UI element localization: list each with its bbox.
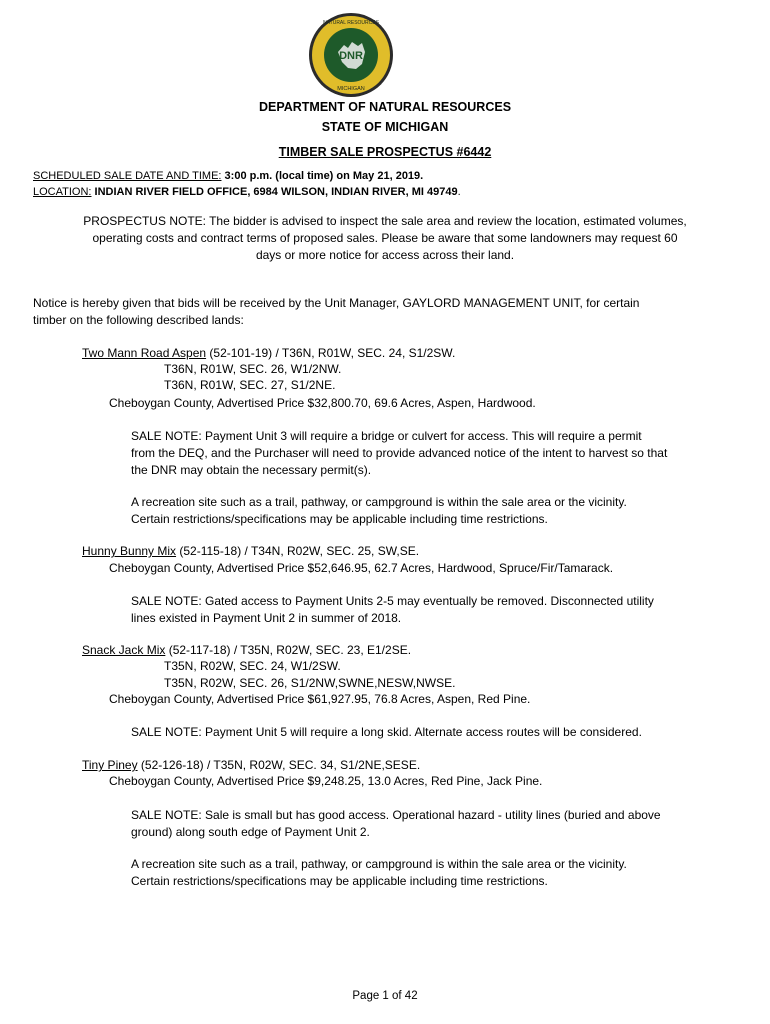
sale-note-line: SALE NOTE: Sale is small but has good access. Operational hazard - utility lines (buried and above xyxy=(131,808,661,822)
sale-name: Two Mann Road Aspen xyxy=(82,346,207,360)
sale-extra-section: T36N, R01W, SEC. 27, S1/2NE. xyxy=(164,378,336,392)
recreation-note xyxy=(131,856,627,890)
schedule-line xyxy=(33,170,423,182)
sale-note-line: SALE NOTE: Gated access to Payment Units 2-5 may eventually be removed. Disconnected utility xyxy=(131,594,654,608)
sale-note-line: lines existed in Payment Unit 2 in summer of 2018. xyxy=(131,611,402,625)
location-value: INDIAN RIVER FIELD OFFICE, 6984 WILSON, INDIAN RIVER, MI 49749 xyxy=(91,186,458,198)
prospectus-title xyxy=(0,145,770,159)
sale-note xyxy=(131,428,667,479)
sale-county-price: Cheboygan County, Advertised Price $52,646.95, 62.7 Acres, Hardwood, Spruce/Fir/Tamarack. xyxy=(109,561,614,575)
sale-entry xyxy=(82,642,411,659)
page-number: Page 1 of 42 xyxy=(352,990,418,1002)
sale-note-line: Certain restrictions/specifications may be applicable including time restrictions. xyxy=(131,874,548,888)
sale-note xyxy=(131,807,661,841)
state-heading: STATE OF MICHIGAN xyxy=(321,120,449,134)
prospectus-title-text: TIMBER SALE PROSPECTUS #6442 xyxy=(278,145,492,159)
recreation-note xyxy=(131,494,627,528)
sale-note xyxy=(131,724,642,741)
sale-note-line: from the DEQ, and the Purchaser will need to provide advanced notice of the intent to harvest so that xyxy=(131,446,668,460)
location-label: LOCATION: xyxy=(33,186,92,198)
schedule-label: SCHEDULED SALE DATE AND TIME: xyxy=(33,170,222,182)
sale-county-price: Cheboygan County, Advertised Price $9,248.25, 13.0 Acres, Red Pine, Jack Pine. xyxy=(109,774,543,788)
sale-note xyxy=(131,593,654,627)
notice-paragraph xyxy=(33,295,639,329)
sale-note-line: ground) along south edge of Payment Unit 2. xyxy=(131,825,370,839)
sale-legal-description: (52-117-18) / T35N, R02W, SEC. 23, E1/2SE. xyxy=(165,643,412,657)
prospectus-note-line-3: days or more notice for access across their land. xyxy=(255,248,515,262)
dnr-seal-logo xyxy=(308,12,394,98)
notice-line-2: timber on the following described lands: xyxy=(33,313,244,327)
sale-entry xyxy=(82,543,419,560)
sale-county-price: Cheboygan County, Advertised Price $32,800.70, 69.6 Acres, Aspen, Hardwood. xyxy=(109,396,536,410)
prospectus-note-line-1: PROSPECTUS NOTE: The bidder is advised to inspect the sale area and review the location, estimated volumes, xyxy=(83,214,687,228)
department-heading: DEPARTMENT OF NATURAL RESOURCES xyxy=(258,100,512,114)
prospectus-note xyxy=(40,213,730,264)
sale-legal-description: (52-101-19) / T36N, R01W, SEC. 24, S1/2SW. xyxy=(206,346,456,360)
sale-extra-section: T35N, R02W, SEC. 24, W1/2SW. xyxy=(164,659,341,673)
sale-extra-section: T35N, R02W, SEC. 26, S1/2NW,SWNE,NESW,NWSE. xyxy=(164,676,456,690)
sale-entry xyxy=(82,757,420,774)
sale-legal-description: (52-126-18) / T35N, R02W, SEC. 34, S1/2NE,SESE. xyxy=(137,758,421,772)
location-line xyxy=(33,186,461,198)
svg-text:NATURAL RESOURCES: NATURAL RESOURCES xyxy=(323,20,379,26)
notice-line-1: Notice is hereby given that bids will be received by the Unit Manager, GAYLORD MANAGEMENT UNIT, for certain xyxy=(33,296,640,310)
sale-note-line: A recreation site such as a trail, pathway, or campground is within the sale area or the vicinity. xyxy=(131,495,627,509)
sale-extra-section: T36N, R01W, SEC. 26, W1/2NW. xyxy=(164,362,342,376)
svg-text:DNR: DNR xyxy=(339,50,363,62)
sale-note-line: SALE NOTE: Payment Unit 5 will require a long skid. Alternate access routes will be considered. xyxy=(131,725,642,739)
schedule-value: 3:00 p.m. (local time) on May 21, 2019. xyxy=(221,170,424,182)
sale-name: Hunny Bunny Mix xyxy=(82,544,177,558)
sale-note-line: SALE NOTE: Payment Unit 3 will require a bridge or culvert for access. This will require a permit xyxy=(131,429,642,443)
svg-text:MICHIGAN: MICHIGAN xyxy=(337,86,365,92)
sale-note-line: Certain restrictions/specifications may be applicable including time restrictions. xyxy=(131,512,548,526)
sale-note-line: the DNR may obtain the necessary permit(s). xyxy=(131,463,372,477)
sale-name: Snack Jack Mix xyxy=(82,643,166,657)
sale-entry xyxy=(82,345,455,362)
prospectus-note-line-2: operating costs and contract terms of proposed sales. Please be aware that some landowners may request 60 xyxy=(92,231,678,245)
sale-name: Tiny Piney xyxy=(82,758,138,772)
sale-county-price: Cheboygan County, Advertised Price $61,927.95, 76.8 Acres, Aspen, Red Pine. xyxy=(109,692,531,706)
sale-note-line: A recreation site such as a trail, pathway, or campground is within the sale area or the vicinity. xyxy=(131,857,627,871)
sale-legal-description: (52-115-18) / T34N, R02W, SEC. 25, SW,SE. xyxy=(176,544,420,558)
location-period: . xyxy=(457,186,461,198)
